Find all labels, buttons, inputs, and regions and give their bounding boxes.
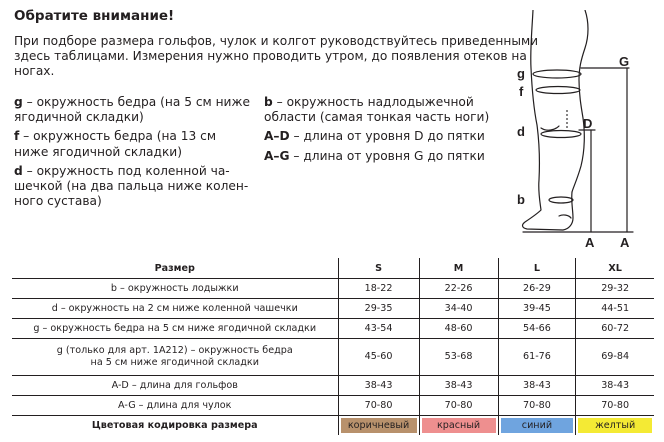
legend-text: – окружность надлодыжечной	[272, 95, 474, 109]
legend-text: шечкой (на два пальца ниже колен-	[14, 179, 249, 194]
row-value: 34-40	[419, 299, 498, 319]
row-label: g – окружность бедра на 5 см ниже ягодичной складки	[12, 319, 338, 339]
row-label	[12, 339, 338, 376]
table-header-size: M	[419, 258, 498, 279]
legend-key: A–D	[264, 129, 290, 144]
legend-text: ниже ягодичной складки)	[14, 144, 182, 159]
legend-text: ягодичной складки)	[14, 110, 144, 125]
row-value: 48-60	[419, 319, 498, 339]
row-label: d – окружность на 2 см ниже коленной чашечки	[12, 299, 338, 319]
row-value: 38-43	[419, 376, 498, 396]
row-value: 43-54	[338, 319, 419, 339]
label-b: b	[517, 192, 525, 207]
row-value: 29-32	[576, 279, 654, 299]
row-value: 38-43	[338, 376, 419, 396]
color-code-row	[12, 416, 654, 436]
intro-line: При подборе размера гольфов, чулок и колгот руководствуйтесь приведенными	[14, 34, 539, 48]
label-g: g	[517, 66, 525, 81]
intro-line: здесь таблицами. Измерения нужно проводить утром, до появления отеков на	[14, 49, 527, 63]
legend-text: – окружность бедра (на 13 см	[19, 129, 217, 144]
row-value: 26-29	[498, 279, 576, 299]
legend-text: области (самая тонкая часть ноги)	[264, 110, 490, 125]
page-title: Обратите внимание!	[14, 8, 175, 24]
label-d: d	[517, 124, 525, 139]
legend-key: f	[14, 129, 20, 144]
row-value: 70-80	[498, 396, 576, 416]
table-header-size: S	[338, 258, 419, 279]
color-cell	[419, 416, 498, 436]
row-value: 69-84	[576, 339, 654, 376]
legend-key: b	[264, 95, 273, 109]
legend-text: – длина от уровня G до пятки	[289, 148, 485, 163]
table-row	[12, 299, 654, 319]
row-value: 53-68	[419, 339, 498, 376]
legend-key: A–G	[264, 148, 290, 163]
row-value: 44-51	[576, 299, 654, 319]
legend-text: – длина от уровня D до пятки	[289, 129, 485, 144]
table-row	[12, 376, 654, 396]
row-label: A-D – длина для гольфов	[12, 376, 338, 396]
row-label-line: на 5 см ниже ягодичной складки	[90, 357, 259, 368]
row-value: 61-76	[498, 339, 576, 376]
leg-outline-right	[572, 10, 588, 192]
row-label-line: g (только для арт. 1А212) – окружность бедра	[56, 345, 293, 356]
leg-measurement-diagram	[503, 10, 659, 250]
legend-item-g	[14, 95, 260, 125]
row-value: 22-26	[419, 279, 498, 299]
legend-item-a-g	[264, 149, 498, 164]
row-value: 38-43	[498, 376, 576, 396]
row-label: Цветовая кодировка размера	[12, 416, 338, 436]
label-G: G	[619, 54, 630, 69]
row-value: 60-72	[576, 319, 654, 339]
legend-item-a-d	[264, 129, 498, 144]
row-value: 70-80	[576, 396, 654, 416]
legend-key: g	[14, 95, 23, 109]
row-label: A-G – длина для чулок	[12, 396, 338, 416]
knee-line	[541, 126, 559, 130]
color-swatch-blue: синий	[501, 418, 574, 433]
row-value: 29-35	[338, 299, 419, 319]
legend-text: ного сустава)	[14, 194, 102, 209]
row-value: 70-80	[338, 396, 419, 416]
legend-text: – окружность под коленной ча-	[22, 163, 230, 178]
table-row	[12, 319, 654, 339]
table-row	[12, 396, 654, 416]
color-swatch-yellow: желтый	[578, 418, 652, 433]
color-swatch-brown: коричневый	[341, 418, 417, 433]
color-cell	[338, 416, 419, 436]
intro-text	[14, 34, 539, 79]
ring-d	[541, 131, 581, 138]
label-A-left: A	[585, 235, 595, 250]
row-label: b – окружность лодыжки	[12, 279, 338, 299]
legend-item-b	[264, 95, 498, 125]
ring-f	[536, 87, 580, 94]
legend-item-d	[14, 164, 260, 210]
legend-right	[264, 95, 498, 168]
legend-text: – окружность бедра (на 5 см ниже	[22, 95, 250, 109]
table-row	[12, 279, 654, 299]
label-A-right: A	[620, 235, 630, 250]
row-value: 39-45	[498, 299, 576, 319]
intro-line: ногах.	[14, 64, 55, 78]
legend-item-f	[14, 129, 260, 159]
legend-left	[14, 95, 260, 213]
row-value: 38-43	[576, 376, 654, 396]
table-row	[12, 339, 654, 376]
legend-key: d	[14, 163, 23, 178]
size-table	[12, 258, 654, 435]
row-value: 54-66	[498, 319, 576, 339]
table-header-label: Размер	[154, 262, 195, 274]
ring-b	[549, 197, 573, 203]
table-header-row	[12, 258, 654, 279]
color-cell	[498, 416, 576, 436]
heel-line	[559, 215, 571, 218]
row-value: 70-80	[419, 396, 498, 416]
table-header-size: XL	[576, 258, 654, 279]
color-swatch-red: красный	[422, 418, 496, 433]
label-f: f	[519, 84, 524, 99]
row-value: 18-22	[338, 279, 419, 299]
label-D: D	[583, 116, 593, 131]
table-header-size: L	[498, 258, 576, 279]
ring-g	[533, 70, 581, 78]
color-cell	[576, 416, 654, 436]
row-value: 45-60	[338, 339, 419, 376]
